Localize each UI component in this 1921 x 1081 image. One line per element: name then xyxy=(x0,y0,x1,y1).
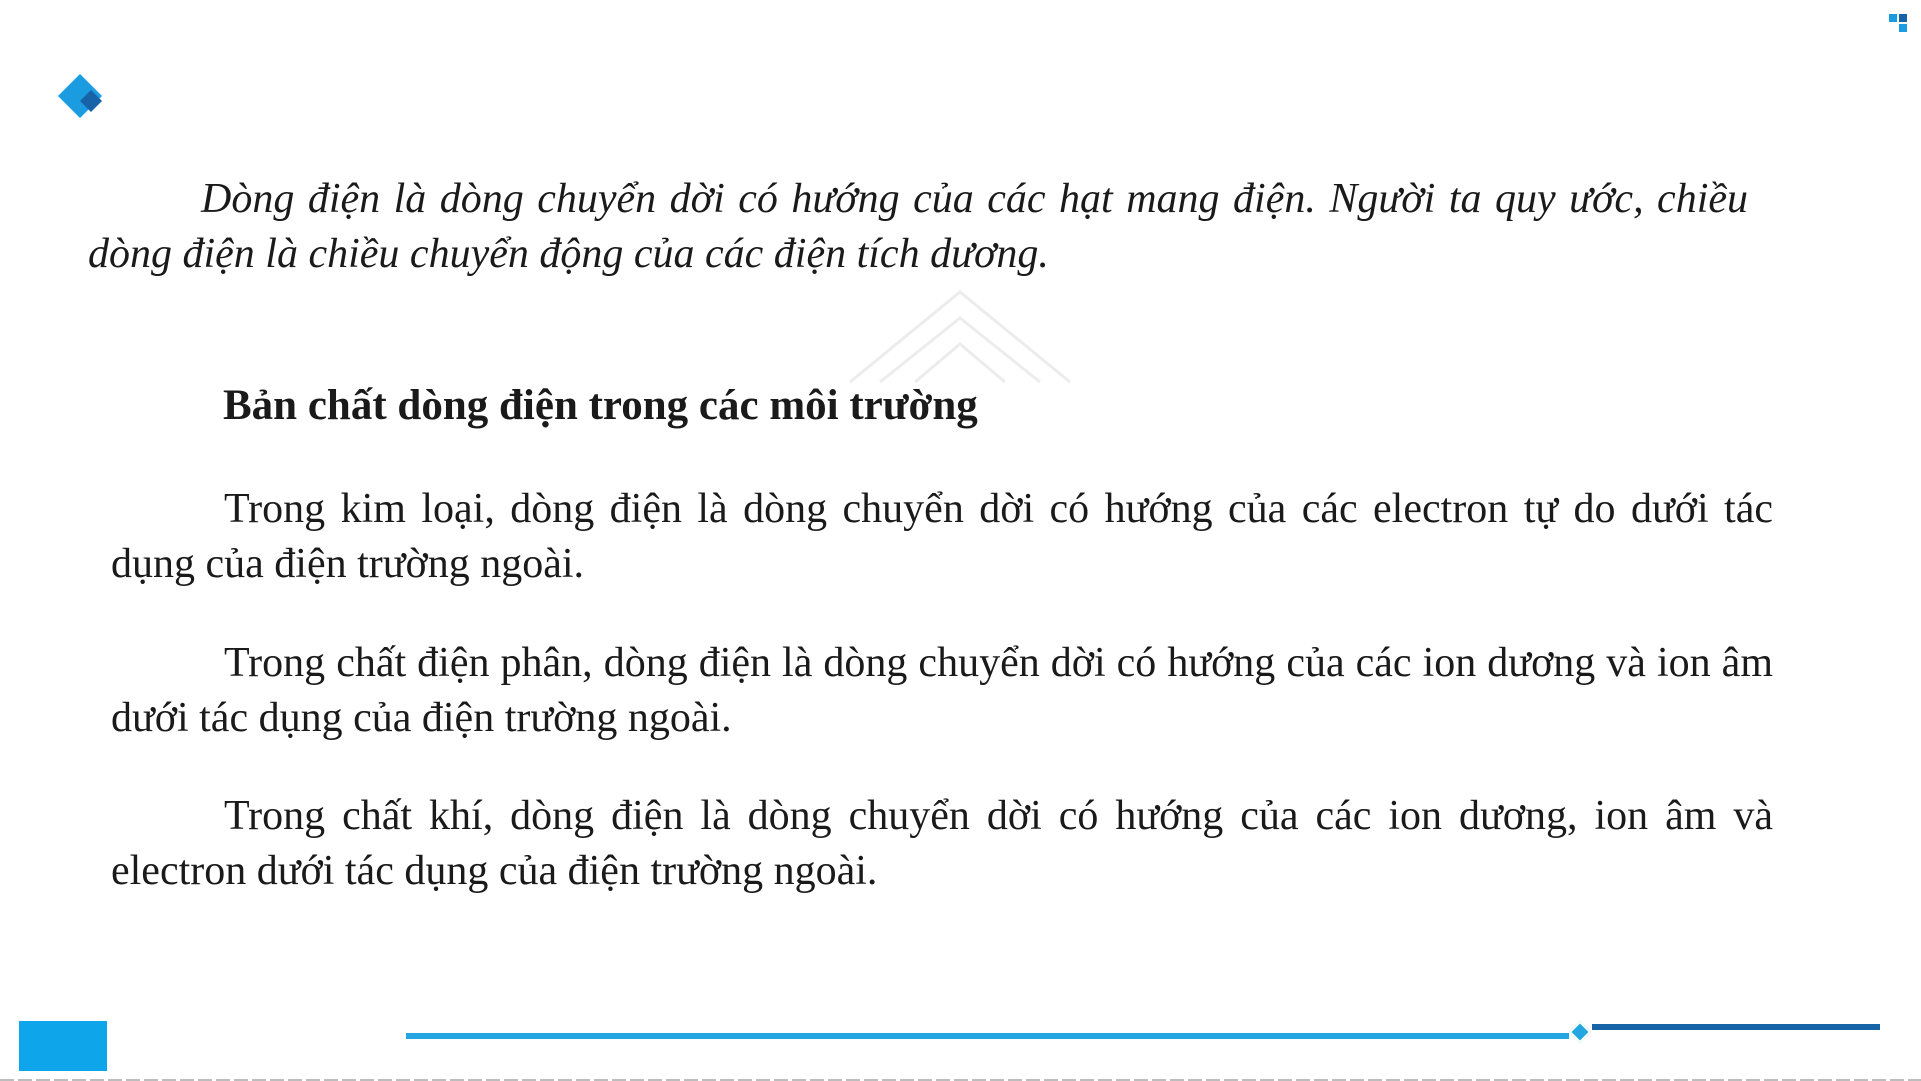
footer-line-right xyxy=(1592,1024,1880,1030)
section-heading: Bản chất dòng điện trong các môi trường xyxy=(223,382,978,429)
watermark-icon xyxy=(840,282,1080,392)
paragraph-metal: Trong kim loại, dòng điện là dòng chuyển dời có hướng của các electron tự do dưới tác dụng của điện trường ngoài. xyxy=(111,486,1773,587)
paragraph-electrolyte: Trong chất điện phân, dòng điện là dòng chuyển dời có hướng của các ion dương và ion âm dưới tác dụng của điện trường ngoài. xyxy=(111,640,1773,741)
footer-diamond-icon xyxy=(1569,1021,1592,1044)
grid-icon xyxy=(1889,14,1909,34)
diamond-logo-icon xyxy=(58,72,108,122)
intro-paragraph: Dòng điện là dòng chuyển dời có hướng của các hạt mang điện. Người ta quy ước, chiều dòng điện là chiều chuyển động của các điện tích dương. xyxy=(88,176,1748,277)
footer-block xyxy=(19,1021,107,1071)
paragraph-gas: Trong chất khí, dòng điện là dòng chuyển dời có hướng của các ion dương, ion âm và electron dưới tác dụng của điện trường ngoài. xyxy=(111,793,1773,894)
footer-line-left xyxy=(406,1033,1569,1039)
